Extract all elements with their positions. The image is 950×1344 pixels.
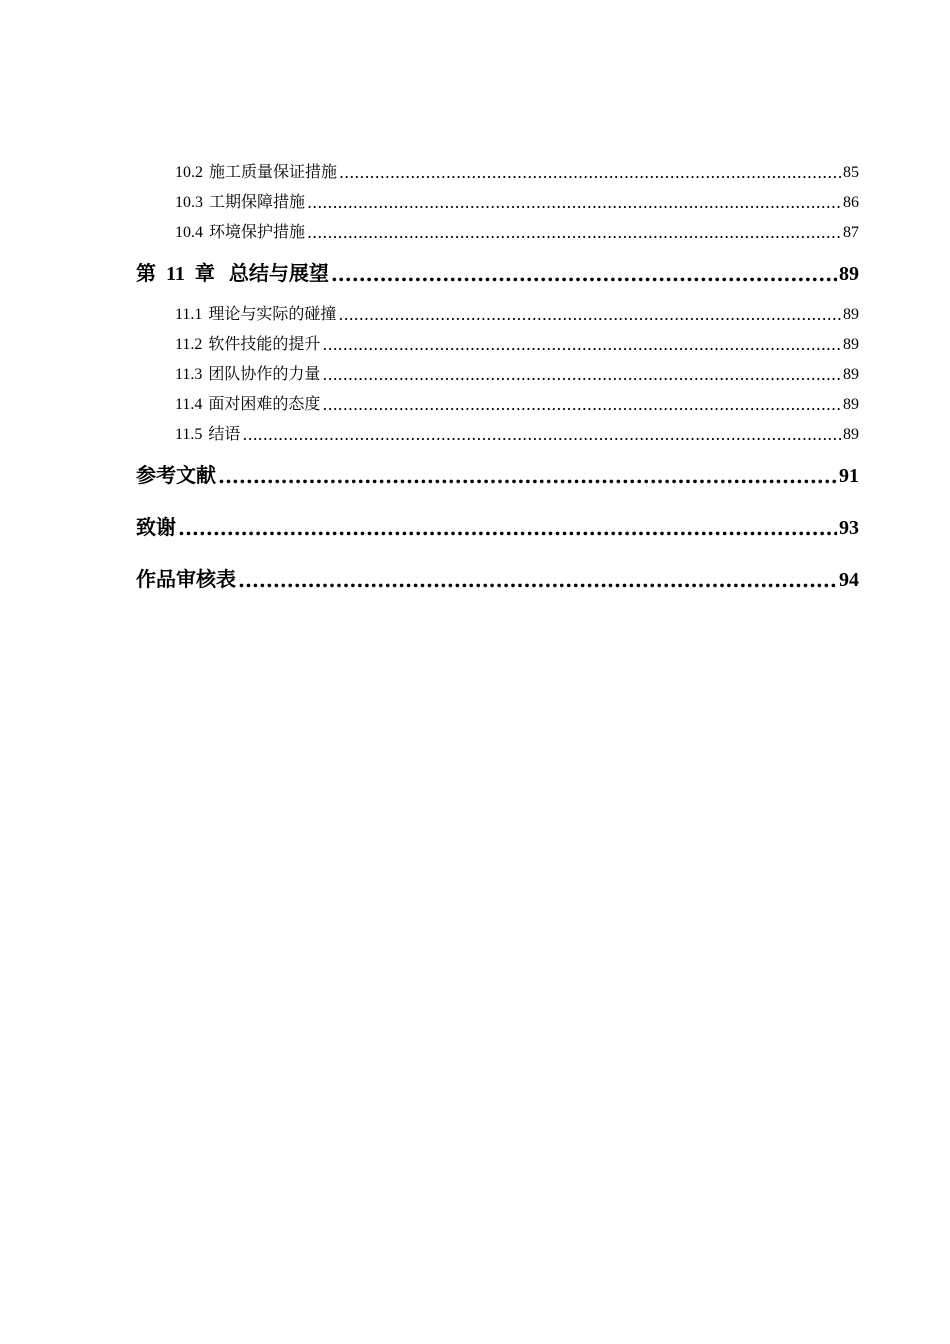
toc-entry-title: 作品审核表 xyxy=(136,567,236,591)
dot-leader xyxy=(331,266,837,286)
dot-leader xyxy=(338,308,841,324)
toc-entry-10-2[interactable] xyxy=(175,160,859,182)
toc-entry-11-2[interactable] xyxy=(175,332,859,354)
toc-entry-title: 致谢 xyxy=(136,515,176,539)
dot-leader xyxy=(322,368,841,384)
page-number: 89 xyxy=(843,396,859,413)
toc-entry-title xyxy=(136,257,329,286)
section-number: 11.4 xyxy=(175,396,203,413)
section-number: 11.1 xyxy=(175,306,203,323)
toc-entry-review-form[interactable] xyxy=(136,564,859,592)
toc-entry-title xyxy=(175,159,337,182)
page-number: 89 xyxy=(843,336,859,353)
section-title: 工期保障措施 xyxy=(209,192,306,211)
toc-entry-title xyxy=(175,361,320,384)
section-number: 10.2 xyxy=(175,164,203,181)
section-number: 10.3 xyxy=(175,194,203,211)
toc-entry-11-5[interactable] xyxy=(175,422,859,444)
toc-entry-title xyxy=(175,301,336,324)
dot-leader xyxy=(307,226,841,242)
section-title: 团队协作的力量 xyxy=(208,364,321,383)
toc-entry-title xyxy=(175,189,305,212)
toc-entry-title xyxy=(175,391,320,414)
chapter-title: 总结与展望 xyxy=(228,261,329,285)
dot-leader xyxy=(178,520,837,540)
toc-entry-references[interactable] xyxy=(136,460,859,488)
page-number: 86 xyxy=(843,194,859,211)
toc-entry-title xyxy=(175,421,240,444)
page-number: 85 xyxy=(843,164,859,181)
section-title: 施工质量保证措施 xyxy=(209,162,338,181)
toc-entry-title: 参考文献 xyxy=(136,463,216,487)
dot-leader xyxy=(322,338,841,354)
dot-leader xyxy=(322,398,841,414)
chapter-suffix: 章 xyxy=(194,261,215,285)
section-title: 环境保护措施 xyxy=(209,222,306,241)
section-number: 11.3 xyxy=(175,366,203,383)
section-number: 11.2 xyxy=(175,336,203,353)
toc-entry-11-1[interactable] xyxy=(175,302,859,324)
toc-entry-acknowledgements[interactable] xyxy=(136,512,859,540)
section-title: 面对困难的态度 xyxy=(208,394,321,413)
toc-entry-chapter-11[interactable] xyxy=(136,258,859,286)
chapter-number: 11 xyxy=(166,263,185,285)
section-title: 理论与实际的碰撞 xyxy=(208,304,337,323)
dot-leader xyxy=(307,196,841,212)
section-title: 软件技能的提升 xyxy=(208,334,321,353)
page-number: 89 xyxy=(843,306,859,323)
dot-leader xyxy=(242,428,841,444)
chapter-prefix: 第 xyxy=(136,261,156,285)
page-number: 89 xyxy=(843,426,859,443)
dot-leader xyxy=(238,572,837,592)
section-title: 结语 xyxy=(208,424,241,443)
toc-entry-title xyxy=(175,331,320,354)
page-number: 89 xyxy=(843,366,859,383)
page-number: 91 xyxy=(839,465,859,487)
page-number: 89 xyxy=(839,263,859,285)
page-number: 94 xyxy=(839,569,859,591)
page-number: 87 xyxy=(843,224,859,241)
section-number: 11.5 xyxy=(175,426,203,443)
toc-entry-11-4[interactable] xyxy=(175,392,859,414)
toc-entry-10-3[interactable] xyxy=(175,190,859,212)
toc-entry-10-4[interactable] xyxy=(175,220,859,242)
toc-entry-11-3[interactable] xyxy=(175,362,859,384)
dot-leader xyxy=(218,468,837,488)
section-number: 10.4 xyxy=(175,224,203,241)
page-number: 93 xyxy=(839,517,859,539)
dot-leader xyxy=(339,166,841,182)
toc-entry-title xyxy=(175,219,305,242)
